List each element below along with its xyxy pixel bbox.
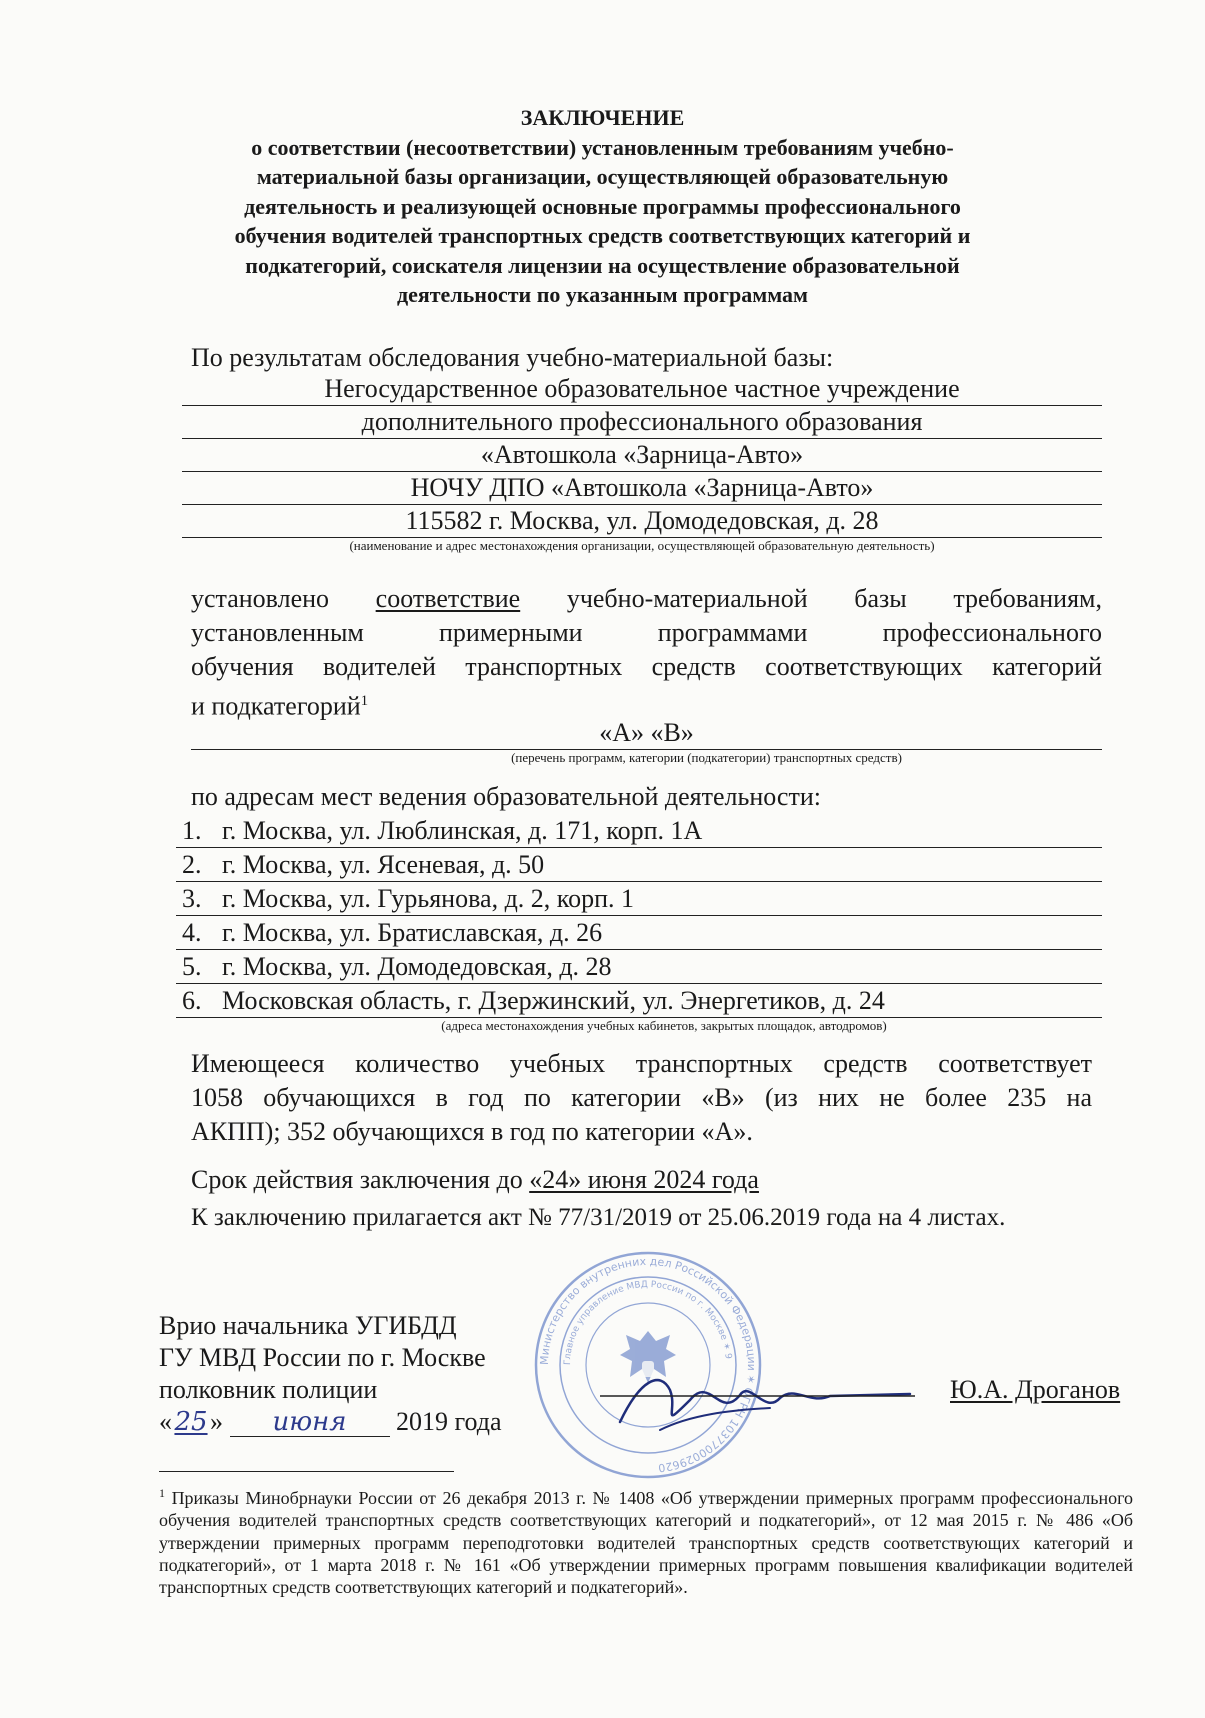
address-item xyxy=(176,848,1102,882)
address-num: 1. xyxy=(182,816,202,845)
conformity-line-3: обучения водителей транспортных средств соответствующих категорий xyxy=(191,652,1102,681)
org-line: НОЧУ ДПО «Автошкола «Зарница-Авто» xyxy=(182,472,1102,505)
signature-day: 25 xyxy=(174,1407,208,1437)
categories-block xyxy=(191,717,1102,766)
address-num: 5. xyxy=(182,952,202,981)
capacity-line: АКПП); 352 обучающихся в год по категории «А». xyxy=(191,1117,753,1146)
document-title: ЗАКЛЮЧЕНИЕ xyxy=(520,105,685,130)
org-caption: (наименование и адрес местонахождения организации, осуществляющей образовательную деятельность) xyxy=(349,538,935,553)
signature-year: 2019 года xyxy=(396,1407,502,1436)
conformity-line-2: установленным примерными программами профессионального xyxy=(191,618,1102,647)
validity-date: «24» июня 2024 года xyxy=(529,1165,759,1194)
address-item xyxy=(176,814,1102,848)
addresses-intro: по адресам мест ведения образовательной деятельности: xyxy=(191,782,821,811)
survey-intro: По результатам обследования учебно-материальной базы: xyxy=(191,343,834,372)
address-text: г. Москва, ул. Люблинская, д. 171, корп. 1А xyxy=(222,816,703,845)
org-line: Негосударственное образовательное частное учреждение xyxy=(182,373,1102,406)
address-item xyxy=(176,882,1102,916)
footnote-text: Приказы Минобрнауки России от 26 декабря 2013 г. № 1408 «Об утверждении примерных программ профессионального обучения водителей транспортных средств соответствующих категорий и подкатегорий», от 12 мая 2015 г. № 486 «Об утверждении примерных программ переподготовки водителей транспортных средств соответствующих категорий и подкатегорий», от 1 марта 2018 г. № 161 «Об утверждении примерных программ повышения квалификации водителей транспортных средств соответствующих категорий и подкатегорий». xyxy=(159,1488,1134,1598)
org-line: «Автошкола «Зарница-Авто» xyxy=(182,439,1102,472)
address-item xyxy=(176,916,1102,950)
address-text: г. Москва, ул. Домодедовская, д. 28 xyxy=(222,952,612,981)
capacity-line: Имеющееся количество учебных транспортных средств соответствует xyxy=(191,1049,1092,1078)
header-line: подкатегорий, соискателя лицензии на осуществление образовательной xyxy=(245,252,960,278)
handwritten-signature xyxy=(600,1360,930,1440)
signature-month: июня xyxy=(230,1408,390,1437)
header-line: о соответствии (несоответствии) установленным требованиям учебно- xyxy=(251,134,954,160)
address-num: 4. xyxy=(182,918,202,947)
footnote xyxy=(159,1482,1133,1598)
signatory-rank: полковник полиции xyxy=(159,1375,378,1404)
footnote-mark: 1 xyxy=(159,1486,165,1500)
conformity-status: соответствие xyxy=(375,584,521,613)
address-text: Московская область, г. Дзержинский, ул. Энергетиков, д. 24 xyxy=(222,986,885,1015)
categories-line: «А» «В» xyxy=(191,717,1102,750)
address-text: г. Москва, ул. Ясеневая, д. 50 xyxy=(222,850,545,879)
addresses-caption: (адреса местонахождения учебных кабинетов, закрытых площадок, автодромов) xyxy=(441,1018,887,1033)
address-text: г. Москва, ул. Братиславская, д. 26 xyxy=(222,918,603,947)
org-line: 115582 г. Москва, ул. Домодедовская, д. 28 xyxy=(182,505,1102,538)
address-num: 3. xyxy=(182,884,202,913)
conformity-line-4-text: и подкатегорий xyxy=(191,691,361,721)
footnote-separator xyxy=(159,1471,454,1472)
svg-text:Министерство внутренних дел Ро: Министерство внутренних дел Российской Федерации ✶ ОГРН 1037700029620 xyxy=(537,1254,759,1475)
svg-text:Главное управление МВД России: Главное управление МВД России по г. Москве ✶ 9 xyxy=(562,1279,733,1366)
address-text: г. Москва, ул. Гурьянова, д. 2, корп. 1 xyxy=(222,884,635,913)
signatory-name: Ю.А. Дроганов xyxy=(950,1375,1121,1404)
header-line: материальной базы организации, осуществляющей образовательную xyxy=(256,164,949,189)
signature-date: «25» июня 2019 года xyxy=(159,1407,502,1437)
signatory-position: ГУ МВД России по г. Москве xyxy=(159,1343,486,1372)
org-line: дополнительного профессионального образования xyxy=(182,406,1102,439)
header-line: деятельность и реализующей основные программы профессионального xyxy=(244,193,961,219)
address-list xyxy=(176,814,1102,1034)
capacity-line: 1058 обучающихся в год по категории «В» (из них не более 235 на xyxy=(191,1083,1092,1112)
header-line: обучения водителей транспортных средств соответствующих категорий и xyxy=(234,223,971,248)
categories-caption: (перечень программ, категории (подкатегории) транспортных средств) xyxy=(511,750,902,765)
validity-prefix: Срок действия заключения до xyxy=(191,1165,523,1194)
signatory-position: Врио начальника УГИБДД xyxy=(159,1311,457,1340)
document-header xyxy=(150,103,1055,310)
validity-line xyxy=(191,1163,759,1197)
conformity-line-1 xyxy=(191,582,1102,616)
conformity-prefix: установлено xyxy=(191,584,330,613)
conformity-rest: учебно-материальной базы требованиям, xyxy=(566,584,1102,613)
footnote-ref: 1 xyxy=(360,693,369,709)
signatory-block xyxy=(159,1310,502,1438)
address-num: 6. xyxy=(182,986,202,1015)
conformity-paragraph xyxy=(191,582,1102,724)
attachment-line: К заключению прилагается акт № 77/31/2019 от 25.06.2019 года на 4 листах. xyxy=(191,1204,1006,1231)
address-item xyxy=(176,950,1102,984)
organization-block xyxy=(182,373,1102,554)
capacity-paragraph xyxy=(191,1047,1092,1149)
address-num: 2. xyxy=(182,850,202,879)
header-line: деятельности по указанным программам xyxy=(396,282,809,307)
address-item xyxy=(176,984,1102,1018)
